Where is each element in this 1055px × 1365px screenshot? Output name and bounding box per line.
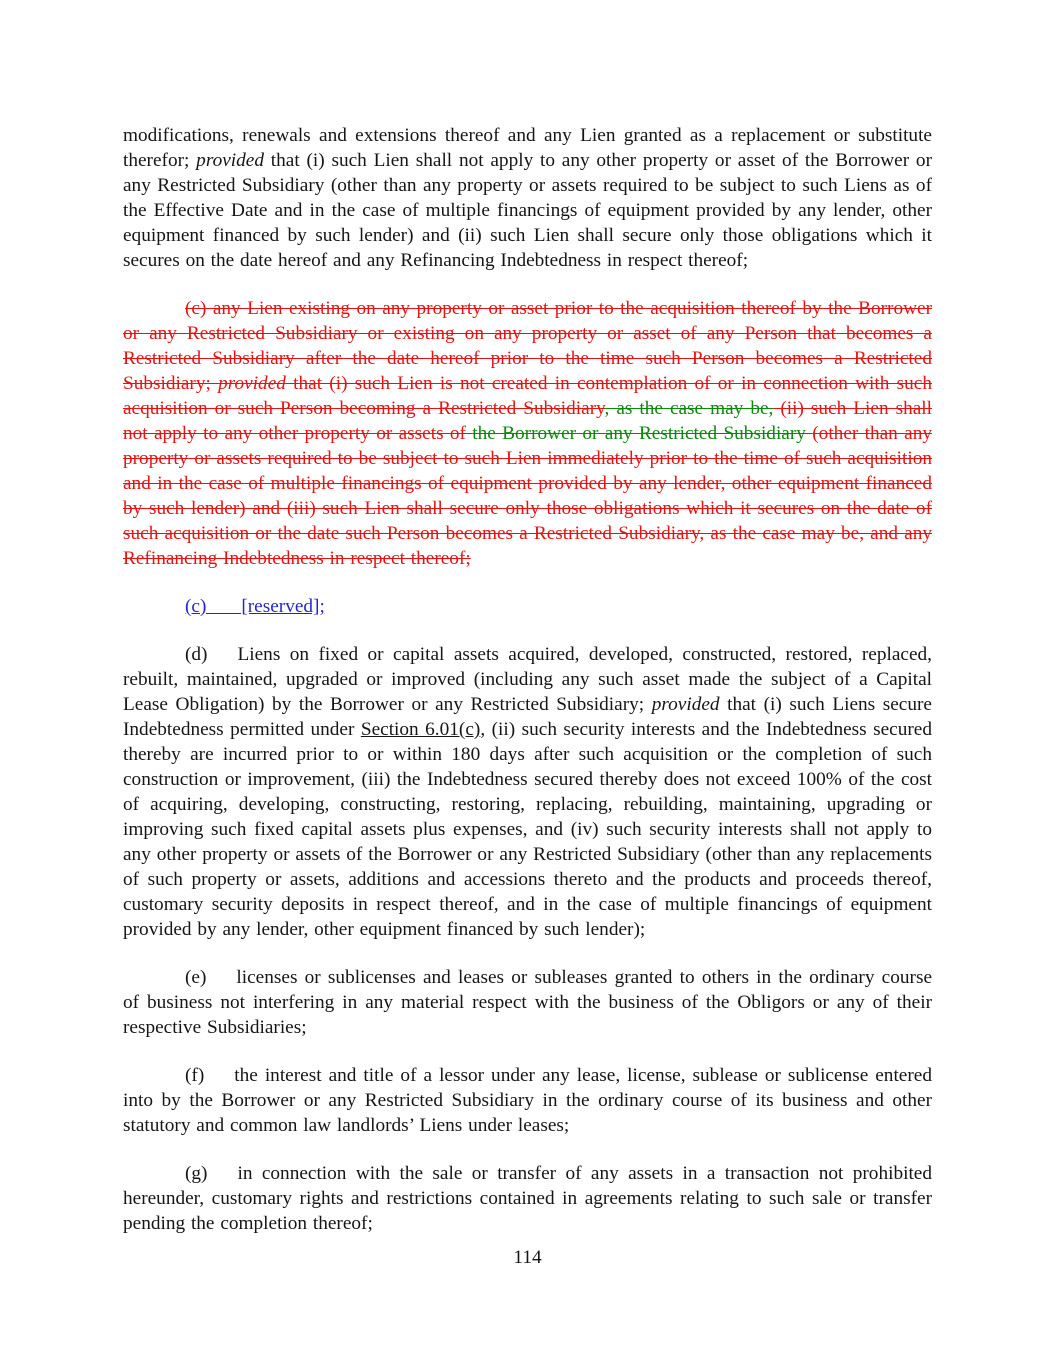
text-segment: licenses or sublicenses and leases or subleases granted to others in the ordinary course of business not interfering in any material respect with the business of the Obligors or any of their respective Subsidiaries; (123, 967, 932, 1038)
text-segment: that (i) such Lien shall not apply to any other property or asset of the Borrower or any Restricted Subsidiary (other than any property or assets required to be subject to such Liens as of the Effective Date and in the case of multiple financings of equipment provided by any lender, other equipment financed by such lender) and (ii) such Lien shall secure only those obligations which it secures on the date hereof and any Refinancing Indebtedness in respect thereof; (123, 150, 932, 271)
text-segment: (g) (185, 1163, 208, 1184)
paragraph-6 (123, 1161, 932, 1236)
text-segment: , (ii) such security interests and the Indebtedness secured thereby are incurred prior to or within 180 days after such acquisition or the completion of such construction or improvement, (iii) the Indebtedness secured thereby does not exceed 100% of the cost of acquiring, developing, constructing, restoring, replacing, rebuilding, maintaining, upgrading or improving such fixed capital assets plus expenses, and (iv) such security interests shall not apply to any other property or assets of the Borrower or any Restricted Subsidiary (other than any replacements of such property or assets, additions and accessions thereto and the products and proceeds thereof, customary security deposits in respect thereof, and in the case of multiple financings of equipment provided by any lender, other equipment financed by such lender); (123, 719, 932, 940)
paragraph-5 (123, 1063, 932, 1138)
text-segment: in connection with the sale or transfer of any assets in a transaction not prohibited hereunder, customary rights and restrictions contained in agreements relating to such sale or transfer pending the completion thereof; (123, 1163, 932, 1234)
text-segment-italic: provided (651, 694, 720, 715)
paragraph-1 (123, 296, 932, 571)
paragraph-3 (123, 642, 932, 942)
deleted-text-green: the Borrower or any Restricted Subsidiary (472, 423, 813, 444)
deleted-text-green: , as the case may be, (604, 398, 774, 419)
text-segment: that (i) such Liens secure Indebtedness permitted under (123, 694, 932, 740)
deleted-text: that (i) such Lien is not created in contemplation of or in connection with such acquisition or such Person becoming a Restricted Subsidiary (123, 373, 932, 419)
deleted-text: (ii) such Lien shall not apply to any other property or assets of (123, 398, 932, 444)
text-segment: (e) (185, 967, 207, 988)
text-segment: modifications, renewals and extensions thereof and any Lien granted as a replacement or substitute therefor; (123, 125, 932, 171)
text-segment: (d) (185, 644, 208, 665)
cross-reference-link: Section 6.01(c) (360, 719, 481, 740)
deleted-text: (c) any Lien existing on any property or asset prior to the acquisition thereof by the Borrower or any Restricted Subsidiary or existing on any property or asset of any Person that becomes a Restricted Subsidiary after the date hereof prior to the time such Person becomes a Restricted Subsidiary; (123, 298, 932, 394)
inserted-text: (c) [reserved]; (185, 596, 325, 617)
document-body (123, 123, 932, 1259)
paragraph-2 (123, 594, 932, 619)
paragraph-4 (123, 965, 932, 1040)
deleted-text: (other than any property or assets required to be subject to such Lien immediately prior to the time of such acquisition and in the case of multiple financings of equipment provided by any lender, other equipment financed by such lender) and (iii) such Lien shall secure only those obligations which it secures on the date of such acquisition or the date such Person becomes a Restricted Subsidiary, as the case may be, and any Refinancing Indebtedness in respect thereof; (123, 423, 932, 569)
page-number: 114 (513, 1247, 542, 1268)
text-segment: Liens on fixed or capital assets acquired, developed, constructed, restored, replaced, rebuilt, maintained, upgraded or improved (including any such asset made the subject of a Capital Lease Obligation) by the Borrower or any Restricted Subsidiary; (123, 644, 932, 715)
text-segment: (f) (185, 1065, 205, 1086)
text-segment: the interest and title of a lessor under any lease, license, sublease or sublicense entered into by the Borrower or any Restricted Subsidiary in the ordinary course of its business and other statutory and common law landlords’ Liens under leases; (123, 1065, 932, 1136)
paragraph-0 (123, 123, 932, 273)
text-segment-italic: provided (196, 150, 264, 171)
deleted-text: provided (218, 373, 286, 394)
